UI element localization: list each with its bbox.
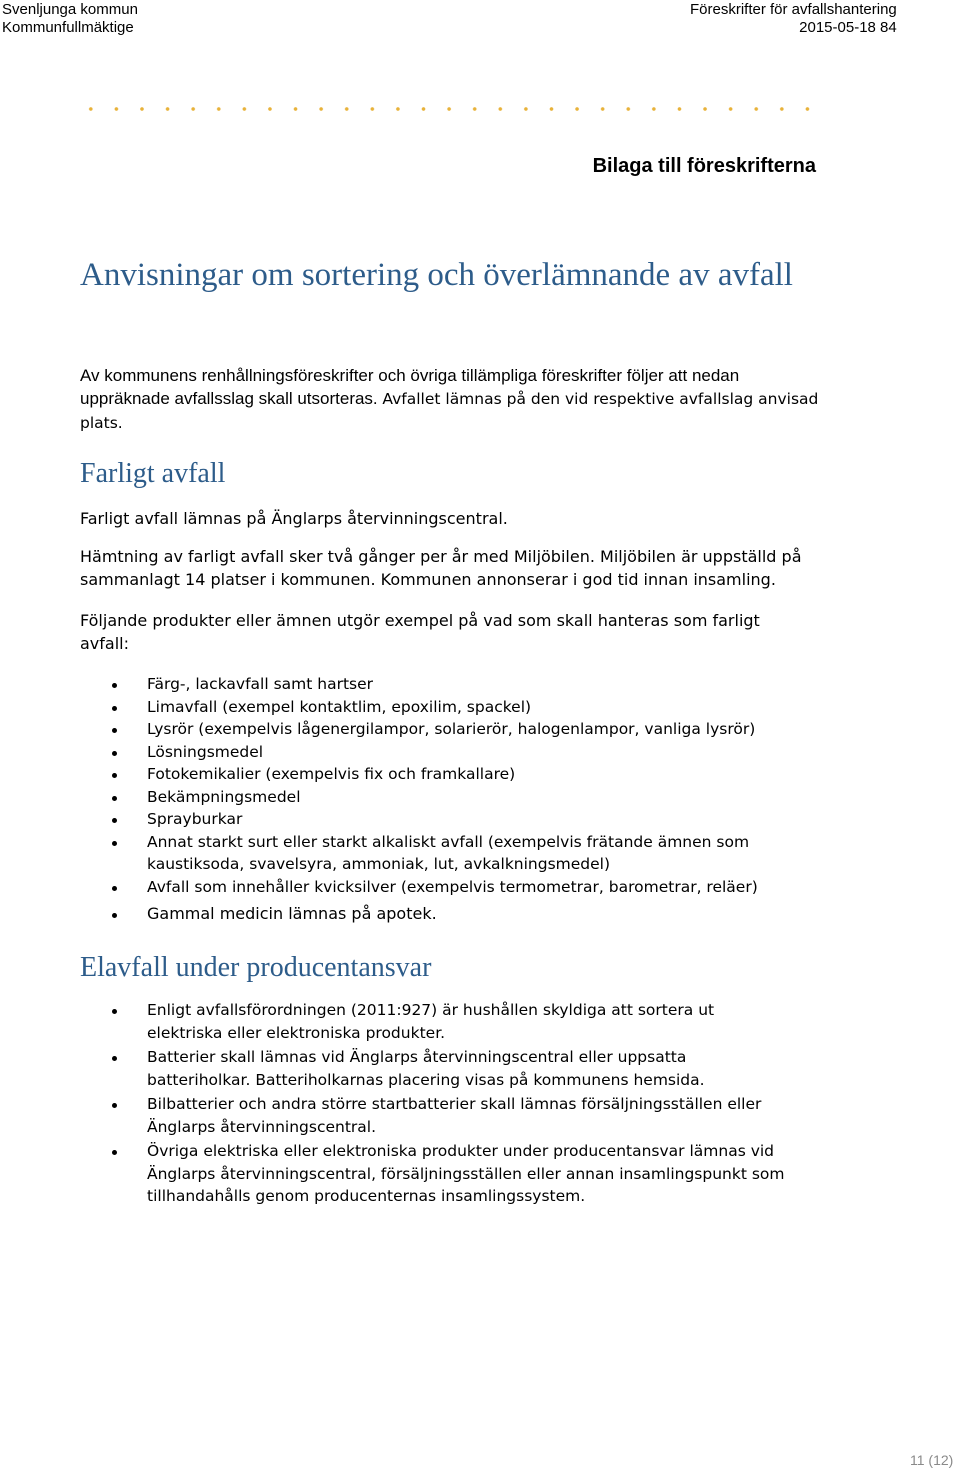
intro-text-a: Av kommunens renhållningsföreskrifter och övriga tillämpliga föreskrifter följer att nedan uppräknade avfallsslag skall utsorteras. (80, 366, 740, 408)
list-item: Fotokemikalier (exempelvis fix och framkallare) (147, 765, 516, 783)
header-date-ref: 2015-05-18 84 (799, 19, 897, 36)
section1-paragraph-2 (80, 545, 830, 591)
list-item: Avfall som innehåller kvicksilver (exempelvis termometrar, barometrar, reläer) (147, 877, 758, 896)
section1-p2-b: Miljöbilen är uppställd på sammanlagt 14 platser i kommunen. (80, 547, 802, 589)
header-municipality: Svenljunga kommun (2, 1, 138, 18)
dotted-divider (78, 104, 823, 114)
header-right (690, 1, 897, 37)
section1-p2-a: Hämtning av farligt avfall sker två gånger per år med Miljöbilen. (80, 547, 595, 566)
page-number: 11 (12) (910, 1452, 954, 1468)
header-body: Kommunfullmäktige (2, 19, 134, 36)
section-heading-farligt-avfall: Farligt avfall (80, 458, 226, 489)
list-item: Batterier skall lämnas vid Änglarps återvinningscentral eller uppsatta batteriholkar. Batteriholkarnas placering visas på kommunens hemsida. (147, 1048, 705, 1089)
list-item: Bilbatterier och andra större startbatterier skall lämnas försäljningsställen eller Änglarps återvinningscentral. (147, 1095, 762, 1136)
section1-paragraph-1: Farligt avfall lämnas på Änglarps återvinningscentral. (80, 509, 508, 528)
list-item: Lysrör (exempelvis lågenergilampor, solarierör, halogenlampor, vanliga lysrör) (147, 720, 756, 738)
intro-paragraph (80, 364, 820, 435)
header-left (2, 1, 138, 37)
electronic-waste-list (110, 999, 810, 1210)
list-item: Färg-, lackavfall samt hartser (147, 675, 374, 693)
appendix-label: Bilaga till föreskrifterna (592, 155, 816, 177)
header-doc-title: Föreskrifter för avfallshantering (690, 1, 897, 18)
intro-text-b: Avfallet lämnas på den vid respektive avfallslag anvisad plats. (80, 390, 819, 432)
list-item: Limavfall (exempel kontaktlim, epoxilim, spackel) (147, 697, 532, 716)
hazardous-waste-list (110, 673, 810, 926)
section-heading-elavfall: Elavfall under producentansvar (80, 952, 432, 983)
list-item: Annat starkt surt eller starkt alkaliskt avfall (exempelvis frätande ämnen som kaustiksoda, svavelsyra, ammoniak, lut, avkalkningsmedel) (147, 832, 750, 873)
list-item: Bekämpningsmedel (147, 787, 301, 806)
list-item: Enligt avfallsförordningen (2011:927) är hushållen skyldiga att sortera ut elektriska eller elektroniska produkter. (147, 1001, 715, 1042)
document-title: Anvisningar om sortering och överlämnande av avfall (80, 257, 793, 293)
list-item: Övriga elektriska eller elektroniska produkter under producentansvar lämnas vid Änglarps återvinningscentral, försäljningsställen eller annan insamlingspunkt som tillhandahålls genom producenternas insamlingssystem. (147, 1142, 785, 1205)
list-item: Gammal medicin lämnas på apotek. (147, 904, 437, 923)
section1-p2-c: Kommunen annonserar i god tid innan insamling. (380, 570, 776, 589)
list-item: Sprayburkar (147, 810, 243, 828)
section1-paragraph-3: Följande produkter eller ämnen utgör exempel på vad som skall hanteras som farligt avfall: (80, 611, 760, 653)
list-item: Lösningsmedel (147, 742, 264, 761)
